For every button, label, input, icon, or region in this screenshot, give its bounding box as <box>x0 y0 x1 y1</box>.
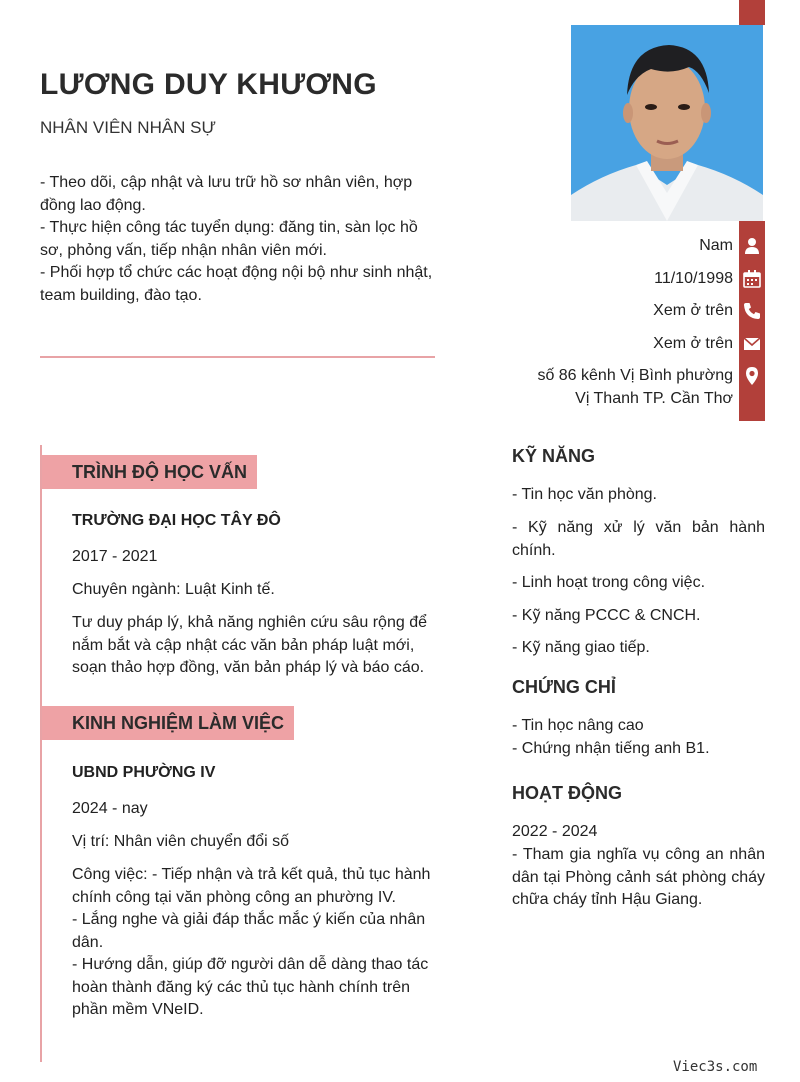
duty-line: - Lắng nghe và giải đáp thắc mắc ý kiến của nhân dân. <box>72 911 426 951</box>
left-column-rule <box>40 445 42 1062</box>
contact-dob: 11/10/1998 <box>654 270 733 287</box>
candidate-name: LƯƠNG DUY KHƯƠNG <box>40 68 377 101</box>
address-line: Vị Thanh TP. Cần Thơ <box>575 389 733 407</box>
skill-item: - Linh hoạt trong công việc. <box>512 574 706 591</box>
certificates-heading: CHỨNG CHỈ <box>512 677 616 697</box>
contact-phone: Xem ở trên <box>653 302 733 319</box>
objective-line: - Theo dõi, cập nhật và lưu trữ hồ sơ nhân viên, hợp đồng lao động. <box>40 174 413 214</box>
address-line: số 86 kênh Vị Bình phường <box>537 367 733 384</box>
education-description: Tư duy pháp lý, khả năng nghiên cứu sâu rộng để nắm bắt và cập nhật các văn bản pháp luật mới, soạn thảo hợp đồng, văn bản pháp lý và báo cáo. <box>72 614 427 676</box>
experience-period: 2024 - nay <box>72 800 148 817</box>
activities-description: - Tham gia nghĩa vụ công an nhân dân tại Phòng cảnh sát phòng cháy chữa cháy tỉnh Hậu Giang. <box>512 846 765 908</box>
education-period: 2017 - 2021 <box>72 548 158 565</box>
contact-email: Xem ở trên <box>653 335 733 352</box>
certificate-item: - Tin học nâng cao <box>512 717 644 734</box>
school-name: TRƯỜNG ĐẠI HỌC TÂY ĐÔ <box>72 512 281 529</box>
certificate-item: - Chứng nhận tiếng anh B1. <box>512 740 710 757</box>
education-major: Chuyên ngành: Luật Kinh tế. <box>72 581 275 598</box>
job-title: NHÂN VIÊN NHÂN SỰ <box>40 118 217 137</box>
location-pin-icon <box>741 365 763 387</box>
accent-bar-top <box>739 0 765 25</box>
skill-item: - Kỹ năng PCCC & CNCH. <box>512 607 701 624</box>
profile-photo <box>571 25 763 221</box>
objective-line: - Thực hiện công tác tuyển dụng: đăng tin, sàn lọc hồ sơ, phỏng vấn, tiếp nhận nhân viên mới. <box>40 219 418 259</box>
duty-line: - Hướng dẫn, giúp đỡ người dân dễ dàng thao tác hoàn thành đăng ký các thủ tục hành chính trên phần mềm VNeID. <box>72 956 429 1018</box>
career-objective <box>40 172 440 307</box>
experience-heading: KINH NGHIỆM LÀM VIỆC <box>42 706 294 740</box>
education-heading: TRÌNH ĐỘ HỌC VẤN <box>42 455 257 489</box>
contact-address <box>537 365 733 410</box>
duty-line: Công việc: - Tiếp nhận và trả kết quả, thủ tục hành chính công tại văn phòng công an phường IV. <box>72 866 431 906</box>
experience-duties <box>72 864 447 1022</box>
contact-gender: Nam <box>699 237 733 254</box>
activities-period: 2022 - 2024 <box>512 823 598 840</box>
envelope-icon <box>741 333 763 355</box>
footer-site: Viec3s.com <box>673 1059 758 1075</box>
skill-item: - Kỹ năng xử lý văn bản hành chính. <box>512 519 765 559</box>
user-icon <box>741 235 763 257</box>
calendar-icon <box>741 268 763 290</box>
skills-heading: KỸ NĂNG <box>512 446 596 466</box>
header-divider <box>40 356 435 358</box>
skill-item: - Tin học văn phòng. <box>512 486 657 503</box>
experience-position: Vị trí: Nhân viên chuyển đổi số <box>72 833 290 850</box>
activities-heading: HOẠT ĐỘNG <box>512 783 622 803</box>
objective-line: - Phối hợp tổ chức các hoạt động nội bộ như sinh nhật, team building, đào tạo. <box>40 264 433 304</box>
skill-item: - Kỹ năng giao tiếp. <box>512 639 650 656</box>
experience-org: UBND PHƯỜNG IV <box>72 764 216 781</box>
phone-icon <box>741 300 763 322</box>
